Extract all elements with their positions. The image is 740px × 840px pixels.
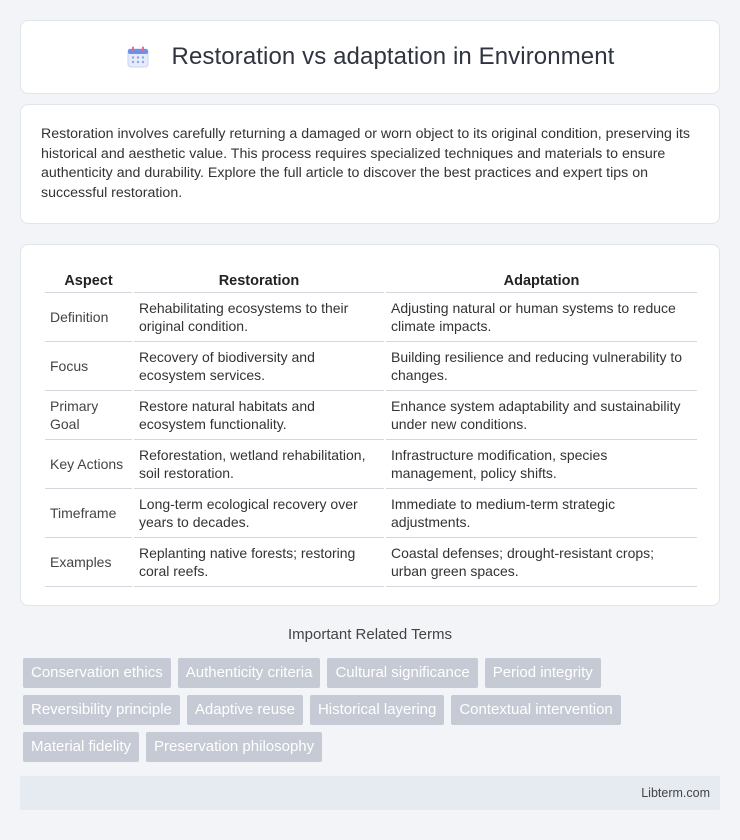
page-header: [20, 20, 720, 94]
table-cell-aspect: Examples: [45, 538, 132, 587]
table-cell-restoration: Long-term ecological recovery over years to decades.: [134, 489, 384, 538]
table-row: [45, 342, 697, 391]
tag-row: [23, 695, 723, 725]
intro-text: Restoration involves carefully returning a damaged or worn object to its original condition, preserving its historical and aesthetic value. This process requires specialized techniques and materials to ensure authenticity and durability. Explore the full article to discover the best practices and expert tips on successful restoration.: [41, 126, 691, 201]
table-cell-adaptation: Infrastructure modification, species management, policy shifts.: [386, 440, 697, 489]
related-terms-title: Important Related Terms: [288, 626, 452, 643]
table-row: [45, 489, 697, 538]
intro-card: [20, 104, 720, 224]
table-row: [45, 391, 697, 440]
term-tag[interactable]: Preservation philosophy: [146, 732, 322, 762]
page-title: Restoration vs adaptation in Environment: [171, 43, 615, 70]
term-tag[interactable]: Conservation ethics: [23, 658, 171, 688]
table-cell-restoration: Rehabilitating ecosystems to their original condition.: [134, 293, 384, 342]
footer: [20, 776, 720, 810]
column-header-aspect: Aspect: [45, 263, 132, 293]
term-tag[interactable]: Cultural significance: [327, 658, 477, 688]
term-tag[interactable]: Contextual intervention: [451, 695, 620, 725]
comparison-card: [20, 244, 720, 606]
table-row: [45, 293, 697, 342]
column-header-adaptation: Adaptation: [386, 263, 697, 293]
table-cell-restoration: Recovery of biodiversity and ecosystem services.: [134, 342, 384, 391]
related-terms: [23, 658, 723, 769]
term-tag[interactable]: Historical layering: [310, 695, 444, 725]
table-cell-adaptation: Adjusting natural or human systems to reduce climate impacts.: [386, 293, 697, 342]
term-tag[interactable]: Authenticity criteria: [178, 658, 321, 688]
table-cell-adaptation: Immediate to medium-term strategic adjustments.: [386, 489, 697, 538]
table-cell-adaptation: Coastal defenses; drought-resistant crops; urban green spaces.: [386, 538, 697, 587]
table-cell-aspect: Key Actions: [45, 440, 132, 489]
table-cell-aspect: Definition: [45, 293, 132, 342]
term-tag[interactable]: Reversibility principle: [23, 695, 180, 725]
table-cell-aspect: Primary Goal: [45, 391, 132, 440]
term-tag[interactable]: Period integrity: [485, 658, 601, 688]
comparison-table: [43, 263, 699, 587]
table-cell-adaptation: Building resilience and reducing vulnerability to changes.: [386, 342, 697, 391]
table-cell-adaptation: Enhance system adaptability and sustainability under new conditions.: [386, 391, 697, 440]
table-row: [45, 440, 697, 489]
term-tag[interactable]: Adaptive reuse: [187, 695, 303, 725]
tag-row: [23, 732, 723, 762]
tag-row: [23, 658, 723, 688]
table-cell-restoration: Replanting native forests; restoring coral reefs.: [134, 538, 384, 587]
calendar-icon: [126, 45, 150, 69]
column-header-restoration: Restoration: [134, 263, 384, 293]
term-tag[interactable]: Material fidelity: [23, 732, 139, 762]
table-cell-restoration: Restore natural habitats and ecosystem functionality.: [134, 391, 384, 440]
footer-site-link[interactable]: Libterm.com: [641, 786, 710, 800]
table-cell-aspect: Focus: [45, 342, 132, 391]
table-cell-aspect: Timeframe: [45, 489, 132, 538]
table-row: [45, 538, 697, 587]
table-header-row: [45, 263, 697, 293]
table-cell-restoration: Reforestation, wetland rehabilitation, soil restoration.: [134, 440, 384, 489]
